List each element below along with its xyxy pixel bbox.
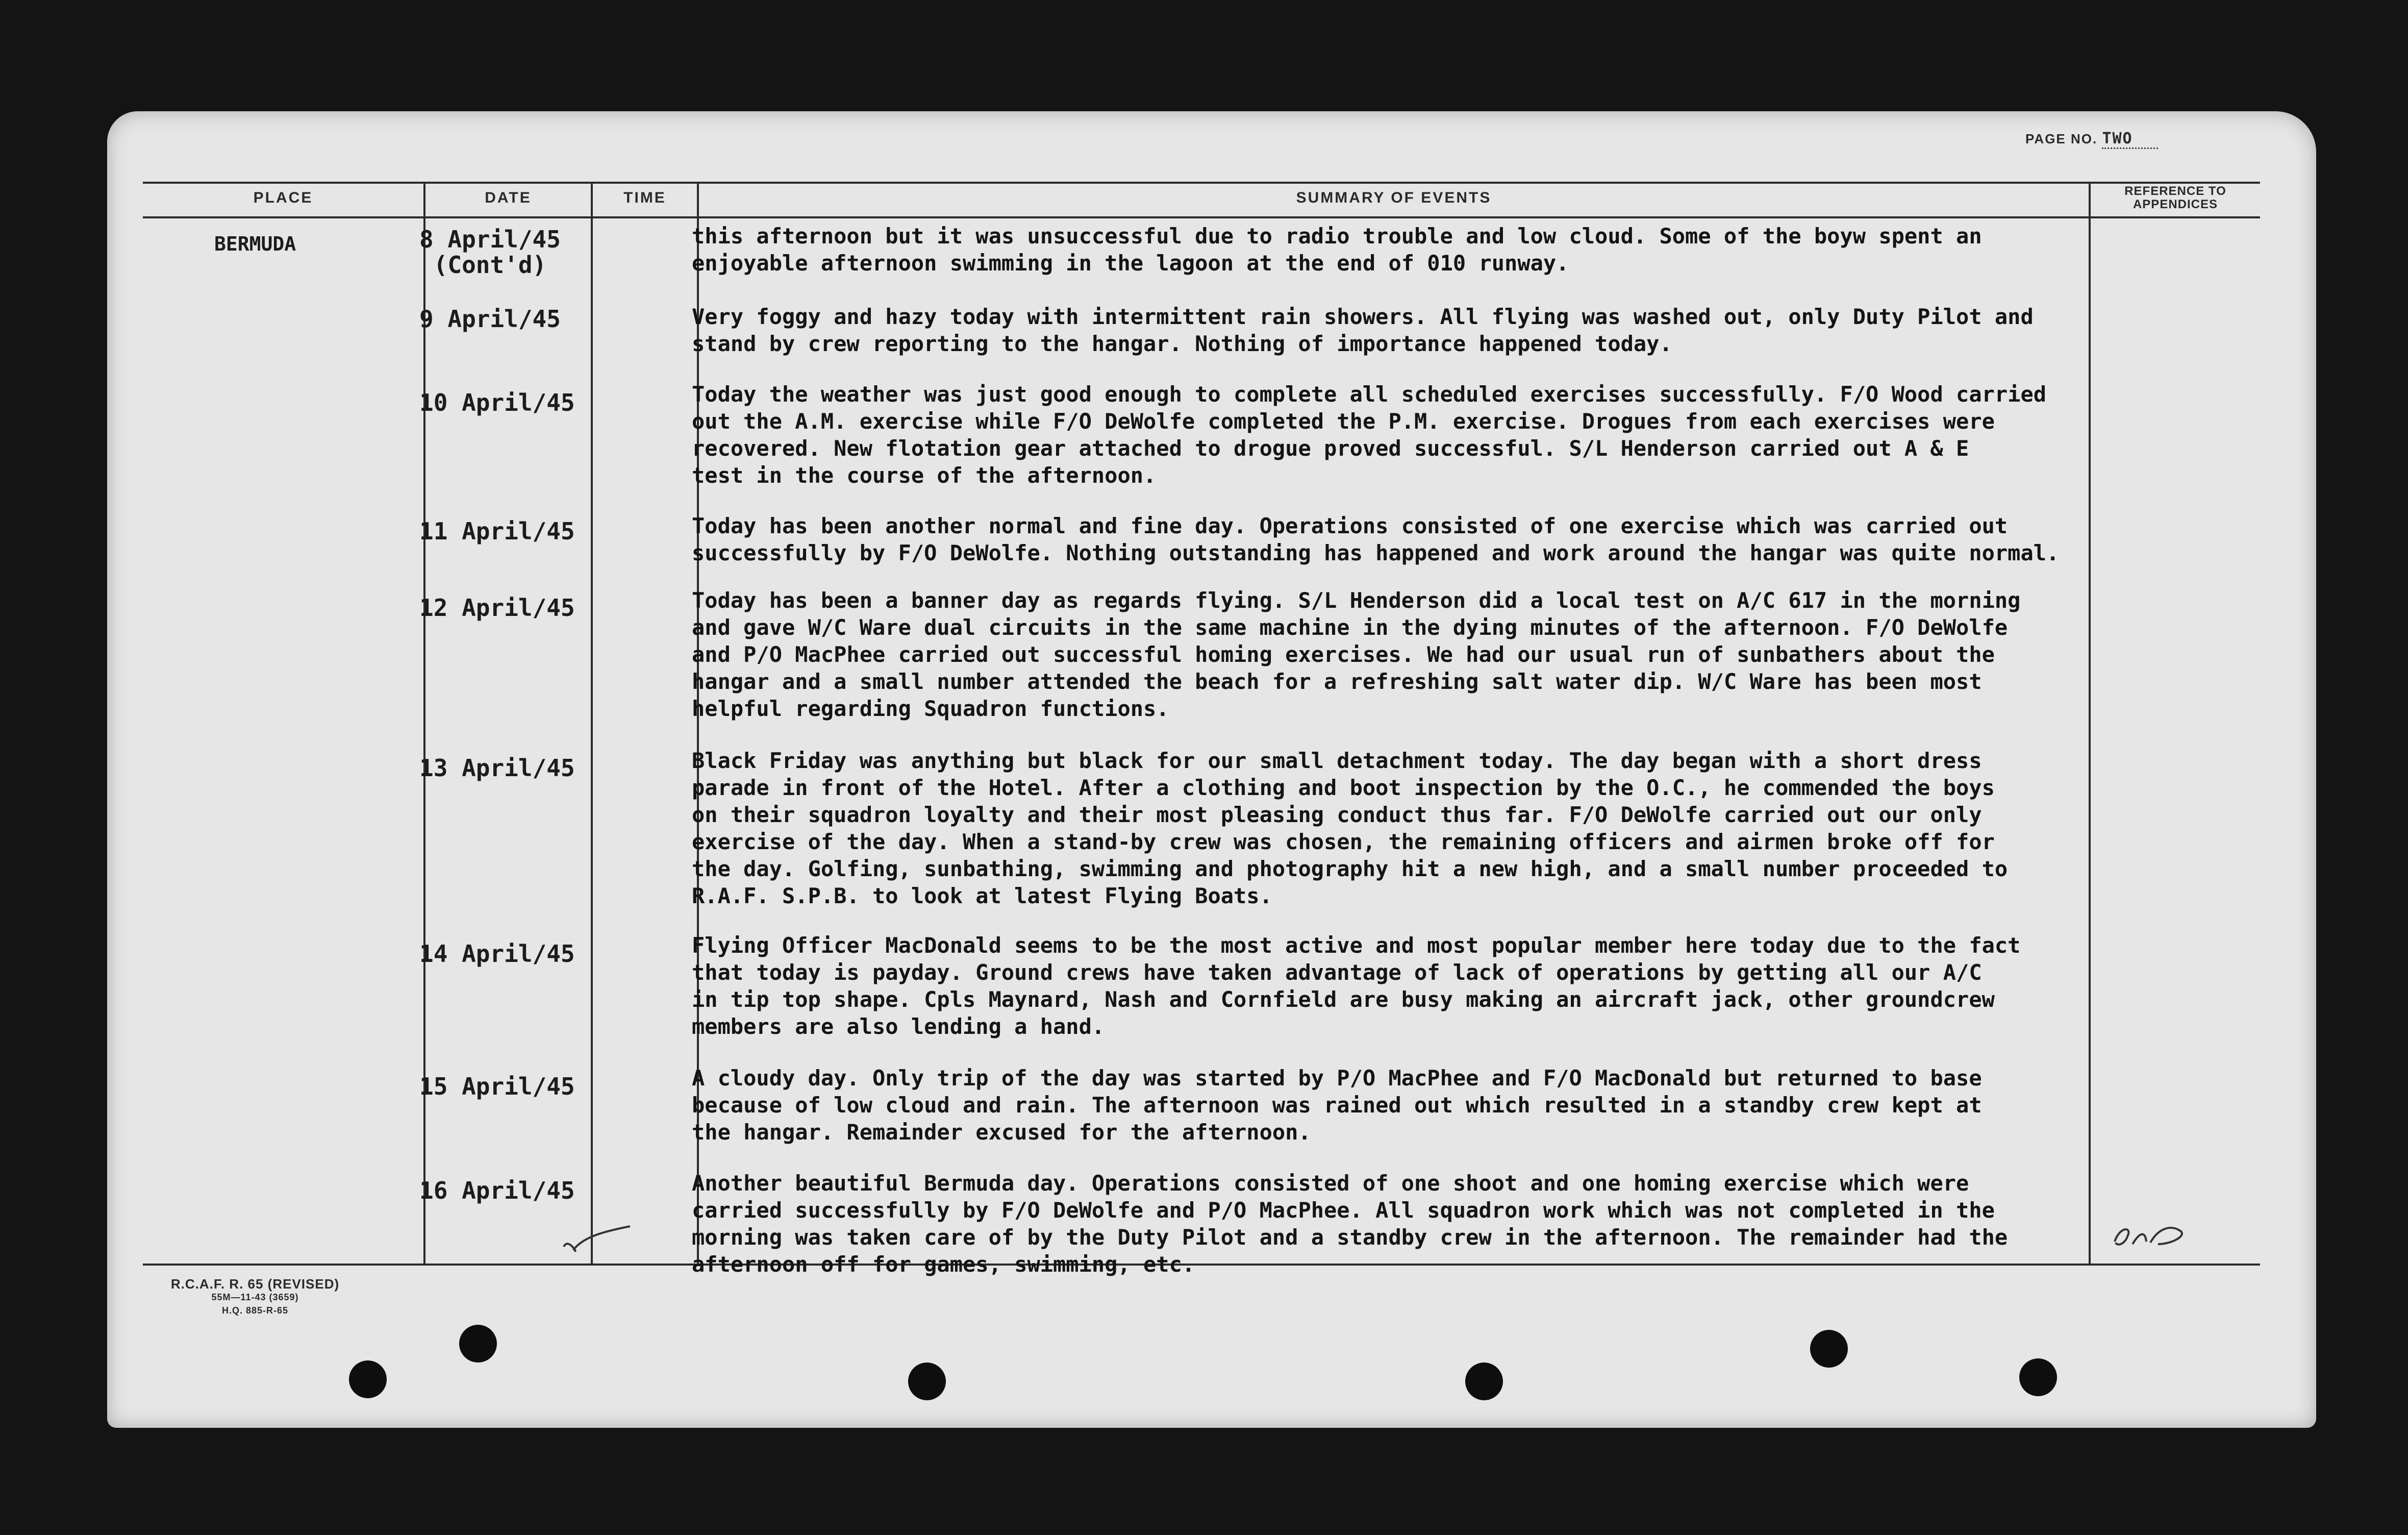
entry-date: 15 April/45 <box>419 1073 575 1100</box>
entry-date: 14 April/45 <box>419 940 575 968</box>
punch-hole <box>1465 1363 1503 1400</box>
entry-date: 10 April/45 <box>419 389 575 416</box>
entry-date: 11 April/45 <box>419 517 575 545</box>
entry-summary: Very foggy and hazy today with intermittent rain showers. All flying was washed out, only Duty Pilot and stand by crew reporting to the hangar. Nothing of importance happened today. <box>692 304 2034 356</box>
entry-date: 16 April/45 <box>419 1177 575 1204</box>
entry-summary: A cloudy day. Only trip of the day was started by P/O MacPhee and F/O MacDonald but returned to base because of low cloud and rain. The afternoon was rained out which resulted in a standby crew kept at the hangar. Remainder excused for the afternoon. <box>692 1066 1982 1145</box>
entry-summary: Black Friday was anything but black for our small detachment today. The day began with a short dress parade in front of the Hotel. After a clothing and boot inspection by the O.C., he commended the boys on their squadron loyalty and their most pleasing conduct thus far. F/O DeWolfe carried out our only exercise of the day. When a stand-by crew was chosen, the remaining officers and airmen broke off for the day. Golfing, sunbathing, swimming and photography hit a new high, and a small number proceeded to R.A.F. S.P.B. to look at latest Flying Boats. <box>692 748 2008 908</box>
header-bottom-rule <box>143 216 2260 218</box>
page-number-label: PAGE NO. <box>2025 131 2098 146</box>
log-sheet <box>107 111 2316 1428</box>
entry-summary: Today the weather was just good enough to complete all scheduled exercises successfully. F/O Wood carried out the A.M. exercise while F/O DeWolfe completed the P.M. exercise. Drogues from each exercises were recovered. New flotation gear attached to drogue proved successful. S/L Henderson carried out A & E test in the course of the afternoon. <box>692 382 2047 488</box>
page-number-value: TWO <box>2102 130 2158 149</box>
punch-hole <box>1810 1330 1848 1368</box>
entry-summary: Another beautiful Bermuda day. Operations consisted of one shoot and one homing exercise which were carried successfully by F/O DeWolfe and P/O MacPhee. All squadron work which was not completed in the morning was taken care of by the Duty Pilot and a standby crew in the afternoon. The remainder had the afternoon off for games, swimming, etc. <box>692 1171 2008 1277</box>
time-column-rule <box>591 183 593 1265</box>
handwritten-mark <box>559 1206 640 1262</box>
form-id-line: R.C.A.F. R. 65 (REVISED) <box>170 1276 340 1292</box>
entry-date: 13 April/45 <box>419 754 575 782</box>
punch-hole <box>2019 1358 2057 1396</box>
column-header-summary: SUMMARY OF EVENTS <box>1296 189 1492 206</box>
place-value: BERMUDA <box>214 233 296 255</box>
form-id-line: 55M—11-43 (3659) <box>211 1292 299 1302</box>
entry-summary: Flying Officer MacDonald seems to be the most active and most popular member here today due to the fact that today is payday. Ground crews have taken advantage of lack of operations by getting all our A/C in tip top shape. Cpls Maynard, Nash and Cornfield are busy making an aircraft jack, other groundcrew members are also lending a hand. <box>692 933 2021 1039</box>
entry-summary: Today has been another normal and fine day. Operations consisted of one exercise which was carried out successfully by F/O DeWolfe. Nothing outstanding has happened and work around the hangar was quite normal. <box>692 513 2060 565</box>
column-header-reference: REFERENCE TO APPENDICES <box>2124 184 2226 211</box>
entry-summary: this afternoon but it was unsuccessful due to radio trouble and low cloud. Some of the boyw spent an enjoyable afternoon swimming in the lagoon at the end of 010 runway. <box>692 224 1982 276</box>
column-header-date: DATE <box>485 189 532 206</box>
punch-hole <box>908 1363 946 1400</box>
column-header-place: PLACE <box>253 189 313 206</box>
handwritten-initials <box>2110 1221 2196 1252</box>
entry-summary: Today has been a banner day as regards flying. S/L Henderson did a local test on A/C 617 in the morning and gave W/C Ware dual circuits in the same machine in the dying minutes of the afternoon. F/O DeWolfe and P/O MacPhee carried out successful homing exercises. We had our usual run of sunbathers about the hangar and a small number attended the beach for a refreshing salt water dip. W/C Ware has been most helpful regarding Squadron functions. <box>692 588 2021 721</box>
form-identifier <box>153 1277 357 1317</box>
page-number <box>2025 130 2158 149</box>
column-header-time: TIME <box>623 189 666 206</box>
entry-date: 8 April/45 (Cont'd) <box>419 226 561 279</box>
form-id-line: H.Q. 885-R-65 <box>221 1305 289 1316</box>
entry-date: 9 April/45 <box>419 305 561 333</box>
punch-hole <box>459 1325 497 1363</box>
entry-date: 12 April/45 <box>419 594 575 622</box>
punch-hole <box>349 1360 387 1398</box>
date-column-rule <box>423 183 425 1265</box>
